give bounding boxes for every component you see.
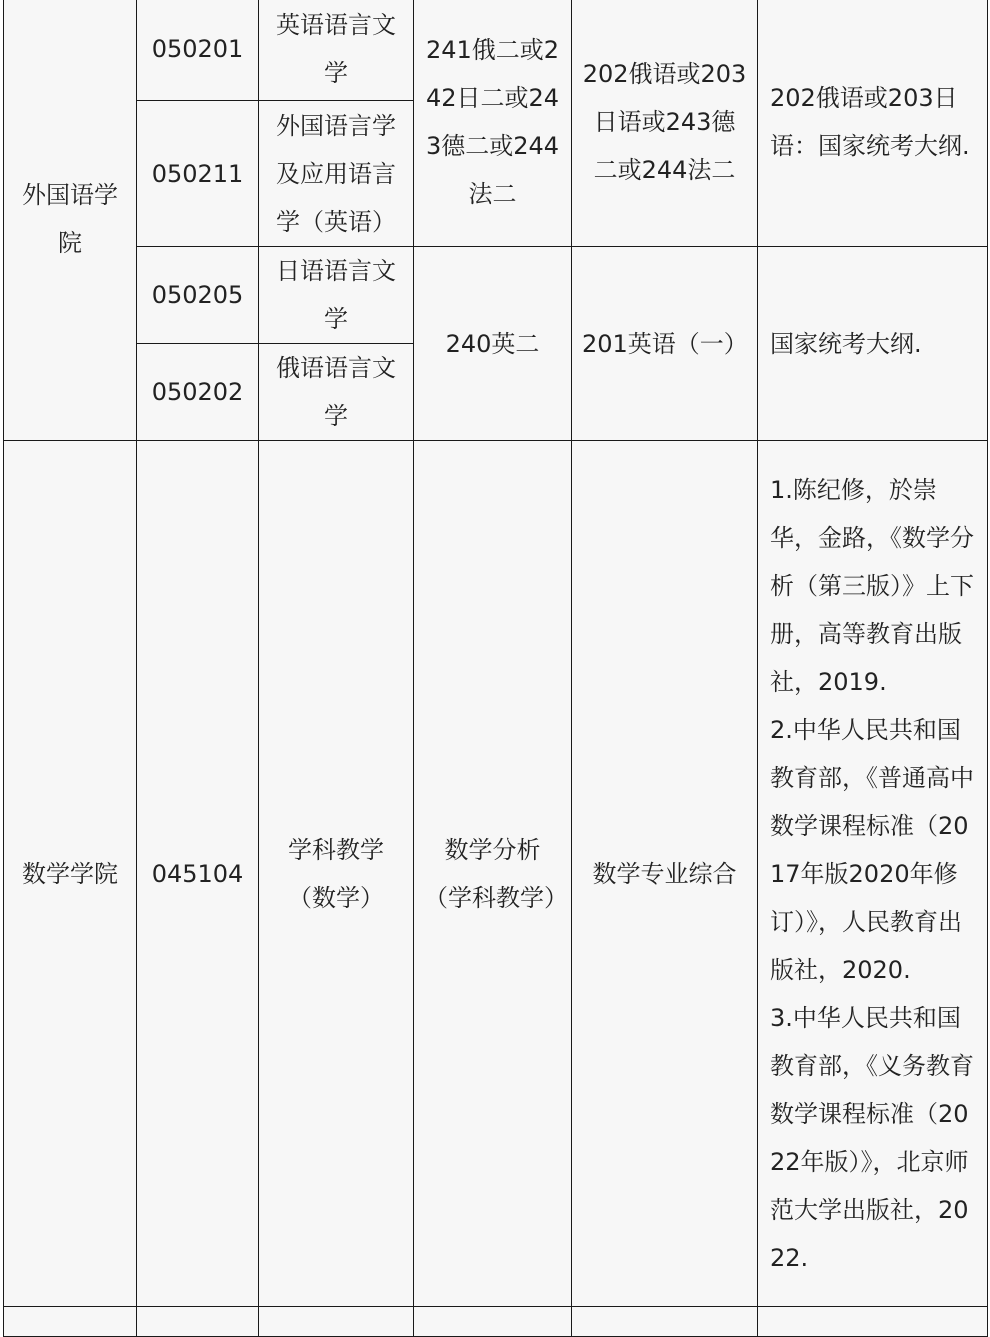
reference-item: 3.中华人民共和国教育部，《义务教育数学课程标准（2022年版）》，北京师范大学出版社，2022. (770, 1003, 974, 1272)
college-cell: 外国语学院 (4, 0, 137, 441)
admissions-table-container (3, 0, 987, 1337)
table-row (4, 441, 988, 1307)
major-code-cell: 050211 (137, 101, 259, 247)
table-row (4, 0, 988, 101)
college-cell: 数学学院 (4, 441, 137, 1307)
exam-subject-1-cell: 241俄二或242日二或243德二或244法二 (414, 0, 572, 247)
table-row-partial (4, 1307, 988, 1337)
major-code-cell: 050201 (137, 0, 259, 101)
exam-subject-1-cell: 240英二 (414, 247, 572, 441)
reference-item: 2.中华人民共和国教育部，《普通高中数学课程标准（2017年版2020年修订）》，人民教育出版社，2020. (770, 715, 974, 984)
exam-subject-2-cell: 数学专业综合 (572, 441, 758, 1307)
reference-cell: 国家统考大纲. (758, 247, 988, 441)
reference-item: 1.陈纪修，於崇华，金路，《数学分析（第三版）》上下册，高等教育出版社，2019. (770, 475, 974, 696)
major-name-cell: 日语语言文学 (259, 247, 414, 344)
exam-subject-2-cell: 201英语（一） (572, 247, 758, 441)
major-code-cell: 050205 (137, 247, 259, 344)
major-code-cell: 050202 (137, 344, 259, 441)
reference-cell: 202俄语或203日语：国家统考大纲. (758, 0, 988, 247)
major-name-cell: 俄语语言文学 (259, 344, 414, 441)
table-row (4, 247, 988, 344)
exam-subject-2-cell: 202俄语或203日语或243德二或244法二 (572, 0, 758, 247)
major-name-cell: 外国语言学及应用语言学（英语） (259, 101, 414, 247)
exam-subject-table (3, 0, 988, 1337)
reference-cell (758, 441, 988, 1307)
major-name-cell: 学科教学（数学） (259, 441, 414, 1307)
exam-subject-1-cell: 数学分析（学科教学） (414, 441, 572, 1307)
major-code-cell: 045104 (137, 441, 259, 1307)
major-name-cell: 英语语言文学 (259, 0, 414, 101)
